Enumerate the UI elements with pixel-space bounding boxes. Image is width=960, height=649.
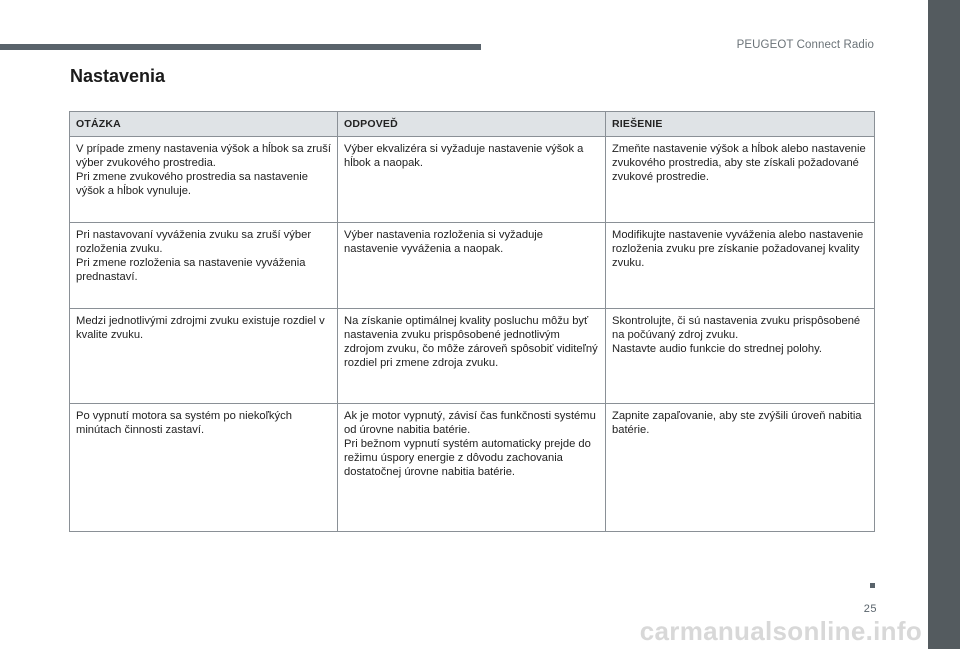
cell-text: Zapnite zapaľovanie, aby ste zvýšili úroveň nabitia batérie. — [612, 410, 862, 436]
column-header-answer: ODPOVEĎ — [338, 112, 606, 137]
answer-cell — [338, 223, 606, 309]
cell-text: Pri zmene rozloženia sa nastavenie vyváženia prednastaví. — [76, 257, 306, 283]
cell-text: Zmeňte nastavenie výšok a hĺbok alebo nastavenie zvukového prostredia, aby ste získali požadované zvukové prostredie. — [612, 143, 866, 183]
page-title: Nastavenia — [70, 66, 166, 86]
cell-text: Výber ekvalizéra si vyžaduje nastavenie výšok a hĺbok a naopak. — [344, 143, 584, 169]
solution-cell — [606, 309, 875, 404]
answer-cell — [338, 137, 606, 223]
cell-text: Po vypnutí motora sa systém po niekoľkých minútach činnosti zastaví. — [76, 410, 292, 436]
cell-text: Nastavte audio funkcie do strednej polohy. — [612, 343, 822, 355]
question-cell — [70, 137, 338, 223]
side-bar — [928, 0, 960, 649]
solution-cell — [606, 404, 875, 532]
solution-cell — [606, 223, 875, 309]
page-marker-dot — [870, 583, 875, 588]
table-header-row — [70, 112, 875, 137]
table-row — [70, 137, 875, 223]
table-row — [70, 223, 875, 309]
table-row — [70, 404, 875, 532]
table-row — [70, 309, 875, 404]
question-cell — [70, 309, 338, 404]
cell-text: Medzi jednotlivými zdrojmi zvuku existuje rozdiel v kvalite zvuku. — [76, 315, 325, 341]
watermark: carmanualsonline.info — [639, 616, 922, 646]
header-rule — [0, 44, 481, 50]
answer-cell — [338, 404, 606, 532]
solution-cell — [606, 137, 875, 223]
cell-text: Ak je motor vypnutý, závisí čas funkčnosti systému od úrovne nabitia batérie. — [344, 410, 596, 436]
page-number: 25 — [863, 603, 877, 615]
cell-text: V prípade zmeny nastavenia výšok a hĺbok sa zruší výber zvukového prostredia. — [76, 143, 331, 169]
question-cell — [70, 223, 338, 309]
cell-text: Skontrolujte, či sú nastavenia zvuku prispôsobené na počúvaný zdroj zvuku. — [612, 315, 861, 341]
cell-text: Na získanie optimálnej kvality posluchu môžu byť nastavenia zvuku prispôsobené jednotlivým zdrojom zvuku, čo môže zároveň spôsobiť viditeľný rozdiel pri zmene zdroja zvuku. — [344, 315, 598, 369]
cell-text: Pri zmene zvukového prostredia sa nastavenie výšok a hĺbok vynuluje. — [76, 171, 308, 197]
answer-cell — [338, 309, 606, 404]
cell-text: Výber nastavenia rozloženia si vyžaduje nastavenie vyváženia a naopak. — [344, 229, 543, 255]
column-header-question: OTÁZKA — [70, 112, 338, 137]
faq-table — [69, 111, 875, 532]
cell-text: Pri bežnom vypnutí systém automaticky prejde do režimu úspory energie z dôvodu zachovania dostatočnej úrovne nabitia batérie. — [344, 438, 591, 478]
header-title: PEUGEOT Connect Radio — [736, 39, 874, 51]
cell-text: Modifikujte nastavenie vyváženia alebo nastavenie rozloženia zvuku pre získanie požadovanej kvality zvuku. — [612, 229, 864, 269]
question-cell — [70, 404, 338, 532]
cell-text: Pri nastavovaní vyváženia zvuku sa zruší výber rozloženia zvuku. — [76, 229, 312, 255]
column-header-solution: RIEŠENIE — [606, 112, 875, 137]
